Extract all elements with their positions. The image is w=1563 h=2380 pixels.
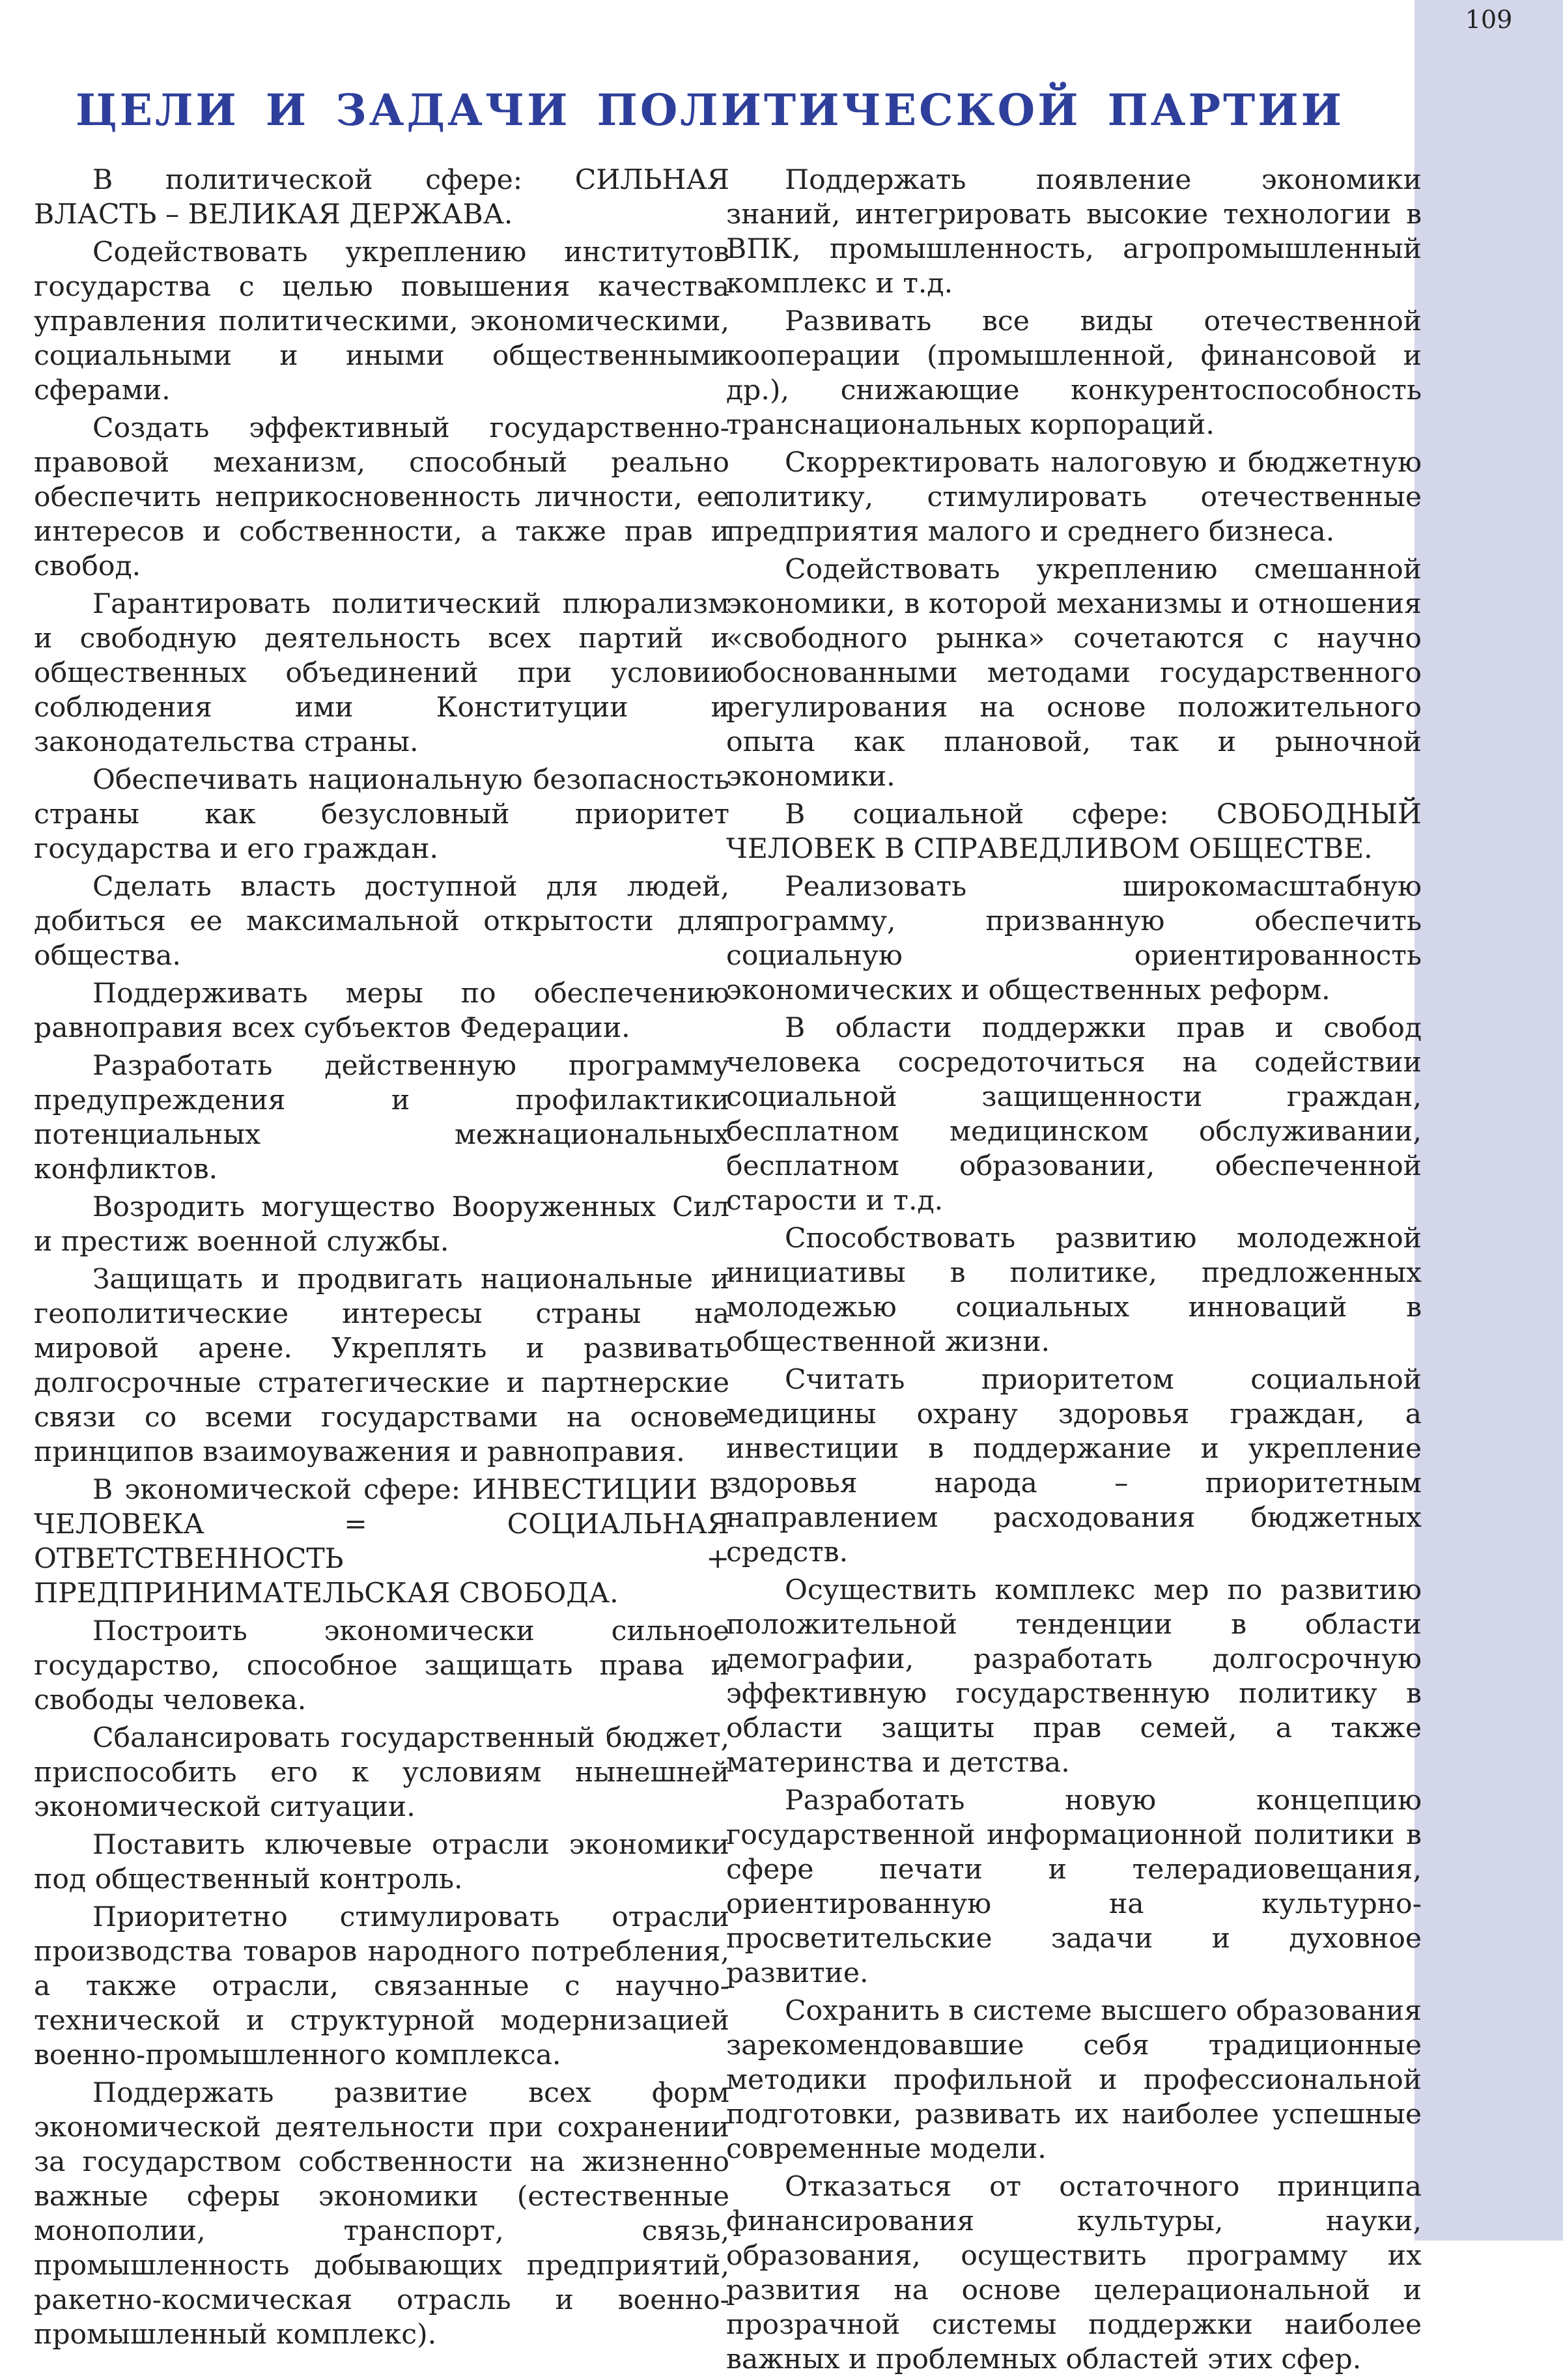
paragraph: Обеспечивать национальную безопасность страны как безусловный приоритет государства и его граждан. [34,764,729,865]
right-column [726,163,1422,2380]
page-title: ЦЕЛИ И ЗАДАЧИ ПОЛИТИЧЕСКОЙ ПАРТИИ [75,85,1345,135]
paragraph: В экономической сфере: ИНВЕСТИЦИИ В ЧЕЛОВЕКА = СОЦИАЛЬНАЯ ОТВЕТСТВЕННОСТЬ + ПРЕДПРИНИМАТЕЛЬСКАЯ СВОБОДА. [34,1474,729,1609]
paragraph: Приоритетно стимулировать отрасли производства товаров народного потребления, а также отрасли, связанные с научно-технической и структурной модернизацией военно-промышленного комплекса. [34,1901,729,2071]
paragraph: Реализовать широкомасштабную программу, призванную обеспечить социальную ориентированность экономических и общественных реформ. [726,871,1422,1006]
paragraph: Защищать и продвигать национальные и геополитические интересы страны на мировой арене. Укреплять и развивать долгосрочные стратегические и партнерские связи со всеми государствами на основе принципов взаимоуважения и равноправия. [34,1264,729,1468]
paragraph: Построить экономически сильное государство, способное защищать права и свободы человека. [34,1615,729,1716]
paragraph: Разработать новую концепцию государственной информационной политики в сфере печати и телерадиовещания, ориентированную на культурно-просветительские задачи и духовное развитие. [726,1785,1422,1989]
paragraph: Скорректировать налоговую и бюджетную политику, стимулировать отечественные предприятия малого и среднего бизнеса. [726,447,1422,548]
paragraph: Содействовать укреплению смешанной экономики, в которой механизмы и отношения «свободного рынка» сочетаются с научно обоснованными методами государственного регулирования на основе положительного опыта как плановой, так и рыночной экономики. [726,554,1422,793]
paragraph: Разработать действенную программу предупреждения и профилактики потенциальных межнациональных конфликтов. [34,1050,729,1185]
paragraph: Содействовать укреплению институтов государства с целью повышения качества управления политическими, экономическими, социальными и иными общественными сферами. [34,236,729,406]
paragraph: Сделать власть доступной для людей, добиться ее максимальной открытости для общества. [34,871,729,972]
paragraph: Считать приоритетом социальной медицины охрану здоровья граждан, а инвестиции в поддержание и укрепление здоровья народа – приоритетным направлением расходования бюджетных средств. [726,1364,1422,1568]
paragraph: Развивать все виды отечественной кооперации (промышленной, финансовой и др.), снижающие конкурентоспособность транснациональных корпораций. [726,305,1422,441]
paragraph: Поставить ключевые отрасли экономики под общественный контроль. [34,1829,729,1895]
paragraph: Способствовать развитию молодежной инициативы в политике, предложенных молодежью социальных инноваций в общественной жизни. [726,1223,1422,1358]
side-margin-band [1415,0,1563,2241]
paragraph: Сохранить в системе высшего образования зарекомендовавшие себя традиционные методики профильной и профессиональной подготовки, развивать их наиболее успешные современные модели. [726,1995,1422,2165]
paragraph: В политической сфере: СИЛЬНАЯ ВЛАСТЬ – ВЕЛИКАЯ ДЕРЖАВА. [34,164,729,231]
paragraph: В области поддержки прав и свобод человека сосредоточиться на содействии социальной защищенности граждан, бесплатном медицинском обслуживании, бесплатном образовании, обеспеченной старости и т.д. [726,1012,1422,1217]
left-column [34,163,729,2355]
paragraph: Создать эффективный государственно-правовой механизм, способный реально обеспечить неприкосновенность личности, ее интересов и собственности, а также прав и свобод. [34,412,729,582]
paragraph: В социальной сфере: СВОБОДНЫЙ ЧЕЛОВЕК В СПРАВЕДЛИВОМ ОБЩЕСТВЕ. [726,799,1422,865]
paragraph: Поддерживать меры по обеспечению равноправия всех субъектов Федерации. [34,978,729,1044]
paragraph: Гарантировать политический плюрализм и свободную деятельность всех партий и общественных объединений при условии соблюдения ими Конституции и законодательства страны. [34,588,729,758]
paragraph: Отказаться от остаточного принципа финансирования культуры, науки, образования, осуществить программу их развития на основе целерациональной и прозрачной системы поддержки наиболее важных и проблемных областей этих сфер. [726,2171,1422,2375]
paragraph: Поддержать появление экономики знаний, интегрировать высокие технологии в ВПК, промышленность, агропромышленный комплекс и т.д. [726,164,1422,300]
paragraph: Сбалансировать государственный бюджет, приспособить его к условиям нынешней экономической ситуации. [34,1722,729,1823]
paragraph: Возродить могущество Вооруженных Сил и престиж военной службы. [34,1191,729,1258]
paragraph: Поддержать развитие всех форм экономической деятельности при сохранении за государством собственности на жизненно важные сферы экономики (естественные монополии, транспорт, связь, промышленность добывающих предприятий, ракетно-космическая отрасль и военно-промышленный комплекс). [34,2077,729,2351]
page-number: 109 [1465,5,1513,34]
paragraph: Осуществить комплекс мер по развитию положительной тенденции в области демографии, разработать долгосрочную эффективную государственную политику в области защиты прав семей, а также материнства и детства. [726,1574,1422,1779]
